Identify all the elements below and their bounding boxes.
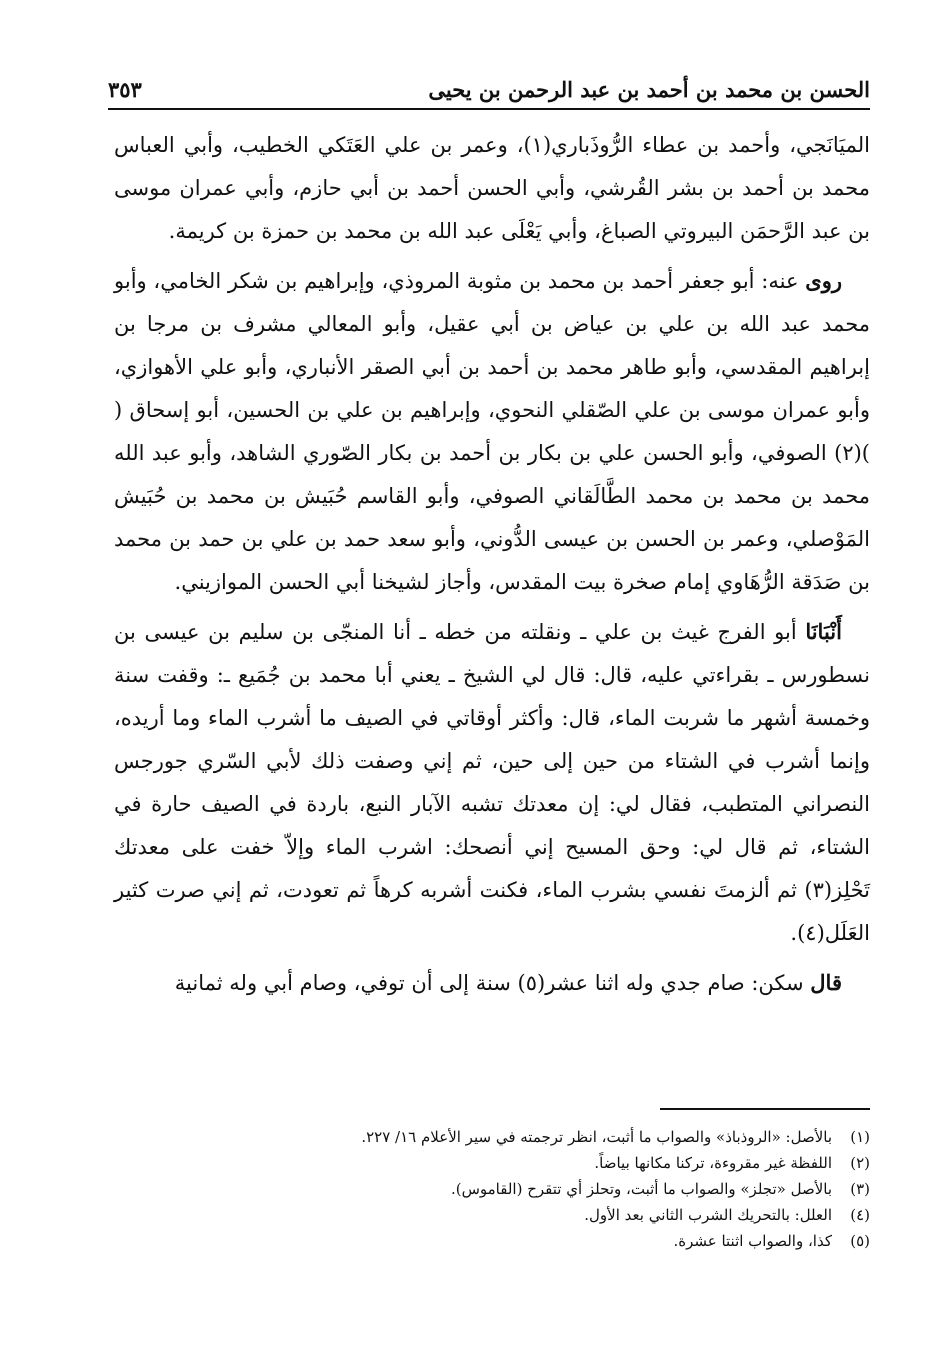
running-title: الحسن بن محمد بن أحمد بن عبد الرحمن بن يحيى bbox=[428, 77, 870, 102]
footnote-number: (٥) bbox=[850, 1232, 870, 1250]
footnote-text: كذا، والصواب اثنتا عشرة. bbox=[673, 1232, 832, 1250]
footnote-item bbox=[114, 1228, 870, 1254]
paragraph-lead-word: قال bbox=[810, 970, 842, 995]
footnote-item bbox=[114, 1124, 870, 1150]
footnote-item bbox=[114, 1150, 870, 1176]
footnote-text: بالأصل: «الروذباذ» والصواب ما أثبت، انظر ترجمته في سير الأعلام ١٦/ ٢٢٧. bbox=[361, 1128, 832, 1146]
header-divider bbox=[108, 108, 870, 110]
footnote-number: (٢) bbox=[850, 1154, 870, 1172]
paragraph-text: عنه: أبو جعفر أحمد بن محمد بن مثوبة المروذي، وإبراهيم بن شكر الخامي، وأبو محمد عبد الله بن علي بن عياض بن أبي عقيل، وأبو المعالي مشرف بن مرجا بن إبراهيم المقدسي، وأبو طاهر محمد بن أحمد بن أبي الصقر الأنباري، وأبو علي الأهوازي، وأبو عمران موسى بن علي الصّقلي النحوي، وإبراهيم بن علي بن الحسين، أبو إسحاق ( )(٢) الصوفي، وأبو الحسن علي بن بكار بن أحمد بن بكار الصّوري الشاهد، وأبو عبد الله محمد بن محمد بن محمد الطَّالَقاني الصوفي، وأبو القاسم حُبَيش بن محمد بن حُبَيش المَوْصلي، وعمر بن الحسن بن عيسى الدُّوني، وأبو سعد حمد بن علي بن حمد بن محمد بن صَدَقة الرُّهَاوي إمام صخرة بيت المقدس، وأجاز لشيخنا أبي الحسن الموازيني. bbox=[114, 269, 870, 594]
footnote-text: بالأصل «تجلز» والصواب ما أثبت، وتحلز أي تتقرح (القاموس). bbox=[450, 1180, 832, 1198]
main-text bbox=[114, 124, 870, 1011]
footnotes bbox=[114, 1124, 870, 1254]
paragraph-anecdote bbox=[114, 610, 870, 955]
paragraph-text: سكن: صام جدي وله اثنا عشر(٥) سنة إلى أن توفي، وصام أبي وله ثمانية bbox=[174, 971, 804, 995]
paragraph-lead-word: روى bbox=[805, 268, 842, 293]
footnote-number: (٤) bbox=[850, 1206, 870, 1224]
paragraph-teachers bbox=[114, 124, 870, 253]
footnote-text: العلل: بالتحريك الشرب الثاني بعد الأول. bbox=[584, 1206, 832, 1224]
footnote-divider bbox=[660, 1108, 870, 1110]
paragraph-text: أبو الفرج غيث بن علي ـ ونقلته من خطه ـ أنا المنجّى بن سليم بن عيسى بن نسطورس ـ بقراءتي عليه، قال: قال لي الشيخ ـ يعني أبا محمد بن جُمَيع ـ: وقفت سنة وخمسة أشهر ما شربت الماء، قال: وأكثر أوقاتي في الصيف ما أشرب الماء وما أريده، وإنما أشرب في الشتاء من حين إلى حين، ثم إني وصفت ذلك لأبي السّري جورجس النصراني المتطبب، فقال لي: إن معدتك تشبه الآبار النبع، باردة في الصيف حارة في الشتاء، ثم قال لي: وحق المسيح إني أنصحك: اشرب الماء وإلاّ خفت على معدتك تَحْلِز(٣) ثم ألزمتَ نفسي بشرب الماء، فكنت أشربه كرهاً ثم تعودت، ثم إني صرت كثير العَلَل(٤). bbox=[114, 620, 870, 945]
footnote-text: اللفظة غير مقروءة، تركنا مكانها بياضاً. bbox=[594, 1154, 832, 1172]
page-header bbox=[108, 62, 870, 102]
paragraph-text: الميَانَجي، وأحمد بن عطاء الرُّوذَباري(١)، وعمر بن علي العَتَكي الخطيب، وأبي العباس محمد بن أحمد بن بشر القُرشي، وأبي الحسن أحمد بن أبي حازم، وأبي عمران موسى بن عبد الرَّحمَن البيروتي الصباغ، وأبي يَعْلَى عبد الله بن محمد بن حمزة بن كريمة. bbox=[114, 133, 870, 243]
footnote-number: (٣) bbox=[850, 1180, 870, 1198]
paragraph-lead-word: أَنْبَانَا bbox=[805, 619, 842, 644]
footnote-item bbox=[114, 1176, 870, 1202]
paragraph-narrators bbox=[114, 259, 870, 604]
paragraph-fasting bbox=[114, 961, 870, 1005]
footnote-number: (١) bbox=[850, 1128, 870, 1146]
page-number: ٣٥٣ bbox=[108, 77, 142, 102]
footnote-item bbox=[114, 1202, 870, 1228]
